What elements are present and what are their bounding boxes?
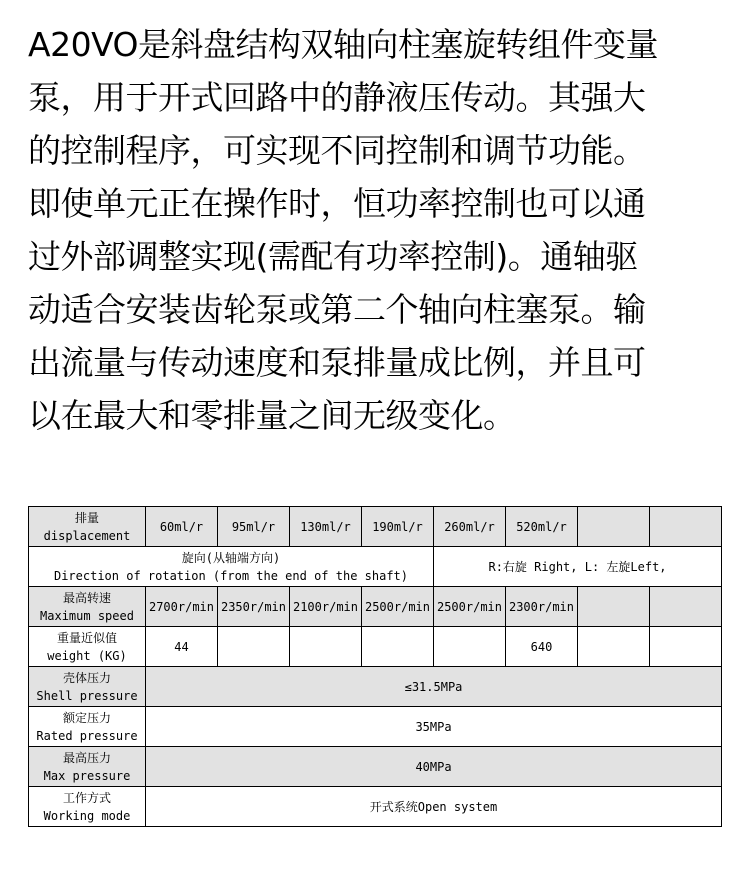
table-cell: 190ml/r (362, 507, 434, 547)
intro-line: 以在最大和零排量之间无级变化。 (28, 396, 516, 435)
table-row-displacement (29, 507, 722, 547)
label-en: Rated pressure (36, 728, 138, 743)
row-label-displacement (29, 507, 146, 547)
label-en: Max pressure (43, 768, 131, 783)
intro-line: 即使单元正在操作时，恒功率控制也可以通 (28, 184, 646, 223)
table-cell: 130ml/r (290, 507, 362, 547)
table-row-max-pressure (29, 747, 722, 787)
table-cell: 60ml/r (146, 507, 218, 547)
table-cell: 2700r/min (146, 587, 218, 627)
row-label-working-mode (29, 787, 146, 827)
table-cell (362, 627, 434, 667)
table-row-working-mode (29, 787, 722, 827)
row-label-max-speed (29, 587, 146, 627)
table-cell (578, 507, 650, 547)
label-en: weight (KG) (47, 648, 127, 663)
table-cell: 2100r/min (290, 587, 362, 627)
table-cell-rotation-value: R:右旋 Right, L: 左旋Left, (434, 547, 722, 587)
table-cell-max-pressure: 40MPa (146, 747, 722, 787)
label-en: Shell pressure (36, 688, 138, 703)
table-cell: 2500r/min (434, 587, 506, 627)
table-cell-shell-pressure: ≤31.5MPa (146, 667, 722, 707)
table-cell: 2500r/min (362, 587, 434, 627)
intro-line: A20VO是斜盘结构双轴向柱塞旋转组件变量 (28, 25, 659, 64)
label-cn: 最高压力 (62, 750, 111, 765)
intro-line: 的控制程序，可实现不同控制和调节功能。 (28, 131, 646, 170)
row-label-rated-pressure (29, 707, 146, 747)
label-en: Direction of rotation (from the end of the shaft) (53, 568, 408, 583)
table-cell (650, 507, 722, 547)
table-cell: 2350r/min (218, 587, 290, 627)
intro-line: 过外部调整实现(需配有功率控制)。通轴驱 (28, 237, 638, 276)
table-cell: 44 (146, 627, 218, 667)
table-cell (290, 627, 362, 667)
table-cell: 260ml/r (434, 507, 506, 547)
table-row-rotation (29, 547, 722, 587)
label-en: Maximum speed (40, 608, 134, 623)
table-cell: 2300r/min (506, 587, 578, 627)
label-en: Working mode (43, 808, 131, 823)
table-row-shell-pressure (29, 667, 722, 707)
table-row-max-speed (29, 587, 722, 627)
label-en: displacement (43, 528, 131, 543)
table-cell-working-mode: 开式系统Open system (146, 787, 722, 827)
table-cell: 520ml/r (506, 507, 578, 547)
row-label-rotation (29, 547, 434, 587)
table-cell: 640 (506, 627, 578, 667)
row-label-max-pressure (29, 747, 146, 787)
table-cell: 95ml/r (218, 507, 290, 547)
table-cell (434, 627, 506, 667)
table-cell (650, 587, 722, 627)
intro-line: 泵，用于开式回路中的静液压传动。其强大 (28, 78, 646, 117)
label-cn: 重量近似值 (56, 630, 117, 645)
table-row-rated-pressure (29, 707, 722, 747)
table-cell (578, 587, 650, 627)
intro-paragraph (28, 18, 728, 442)
label-cn: 最高转速 (62, 590, 111, 605)
row-label-weight (29, 627, 146, 667)
label-cn: 壳体压力 (62, 670, 111, 685)
table-cell (218, 627, 290, 667)
table-cell-rated-pressure: 35MPa (146, 707, 722, 747)
label-cn: 排量 (74, 510, 99, 525)
spec-table (28, 506, 722, 827)
table-row-weight (29, 627, 722, 667)
table-cell (578, 627, 650, 667)
row-label-shell-pressure (29, 667, 146, 707)
table-cell (650, 627, 722, 667)
label-cn: 旋向(从轴端方向) (181, 550, 281, 565)
label-cn: 额定压力 (62, 710, 111, 725)
intro-line: 动适合安装齿轮泵或第二个轴向柱塞泵。输 (28, 290, 646, 329)
label-cn: 工作方式 (62, 790, 111, 805)
intro-line: 出流量与传动速度和泵排量成比例，并且可 (28, 343, 646, 382)
